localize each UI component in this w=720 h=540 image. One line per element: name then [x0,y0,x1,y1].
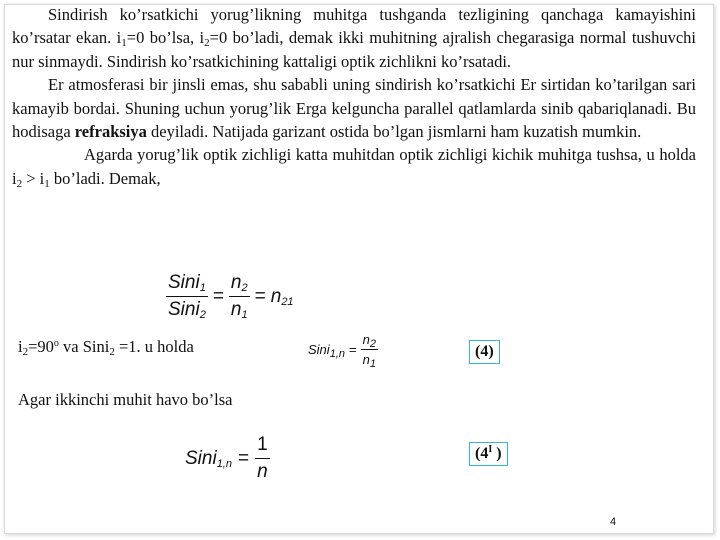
term-refraksiya: refraksiya [74,122,147,142]
paragraph-3 [12,143,696,190]
relative-index: $n_{21}$ [270,285,294,308]
sine-ratio-fraction: $\frac{Sini_1}{Sini_2}$ [168,272,206,321]
p1-text-a: Sindirish ko’rsatkichi yorug’likning muhitga tushganda tezligining qanchaga kamayishini ko’rsatar ekan. i [12,5,696,48]
p2-text-b: deyiladi. Natijada garizant ostida bo’lgan jismlarni ham kuzatish mumkin. [146,122,642,142]
air-critical-angle-formula: Sini$_{1,n}$ = $\frac{1}{n}$ [185,434,268,482]
p3-sub-a: 2 [16,177,23,190]
paragraph-1 [12,3,696,73]
equation-label-4I: ($4^I$ ) [469,442,508,466]
condition-line: $i_2=90^o$ va Sini$_2$ =1. u holda [18,337,194,358]
paragraph-2 [12,73,696,143]
main-text [12,3,696,190]
p1-text-b: =0 bo’lsa, i [126,28,205,48]
p2-text-a: Er atmosferasi bir jinsli emas, shu sababli uning sindirish ko’rsatkichi Er sirtidan ko’tarilgan sari kamayib bordai. Shuning uchun yorug’lik Erga kelguncha parallel qatlamlarda sinib qabariqlanadi. Bu hodisaga [12,75,696,142]
index-ratio-fraction: $\frac{n_2}{n_1}$ [230,272,248,321]
equals-sign-2: = [254,285,266,307]
page-number: 4 [610,516,617,528]
p3-text-b: > i [22,168,45,188]
p3-sub-b: 1 [44,177,50,190]
p1-text-c: =0 bo’ladi, demak ikki muhitning ajralish chegarasiga normal tushuvchi nur sinmaydi. Sindirish ko’rsatkichining kattaligi optik zichlikni ko’rsatadi. [12,28,696,71]
equals-sign: = [212,285,224,307]
air-case-line: Agar ikkinchi muhit havo bo’lsa [18,390,233,409]
p1-sub-b: 2 [204,37,210,50]
critical-angle-formula: Sini$_{1,n}$ = $\frac{n_2}{n_1}$ [308,332,376,370]
equation-label-4: (4) [469,340,500,364]
p1-sub-a: 1 [121,37,127,50]
p3-text-a: Agarda yorug’lik optik zichligi katta muhitdan optik zichligi kichik muhitga tushsa, u holda i [12,145,696,188]
snell-ratio-formula [166,272,294,330]
p3-text-c: bo’ladi. Demak, [49,168,161,188]
